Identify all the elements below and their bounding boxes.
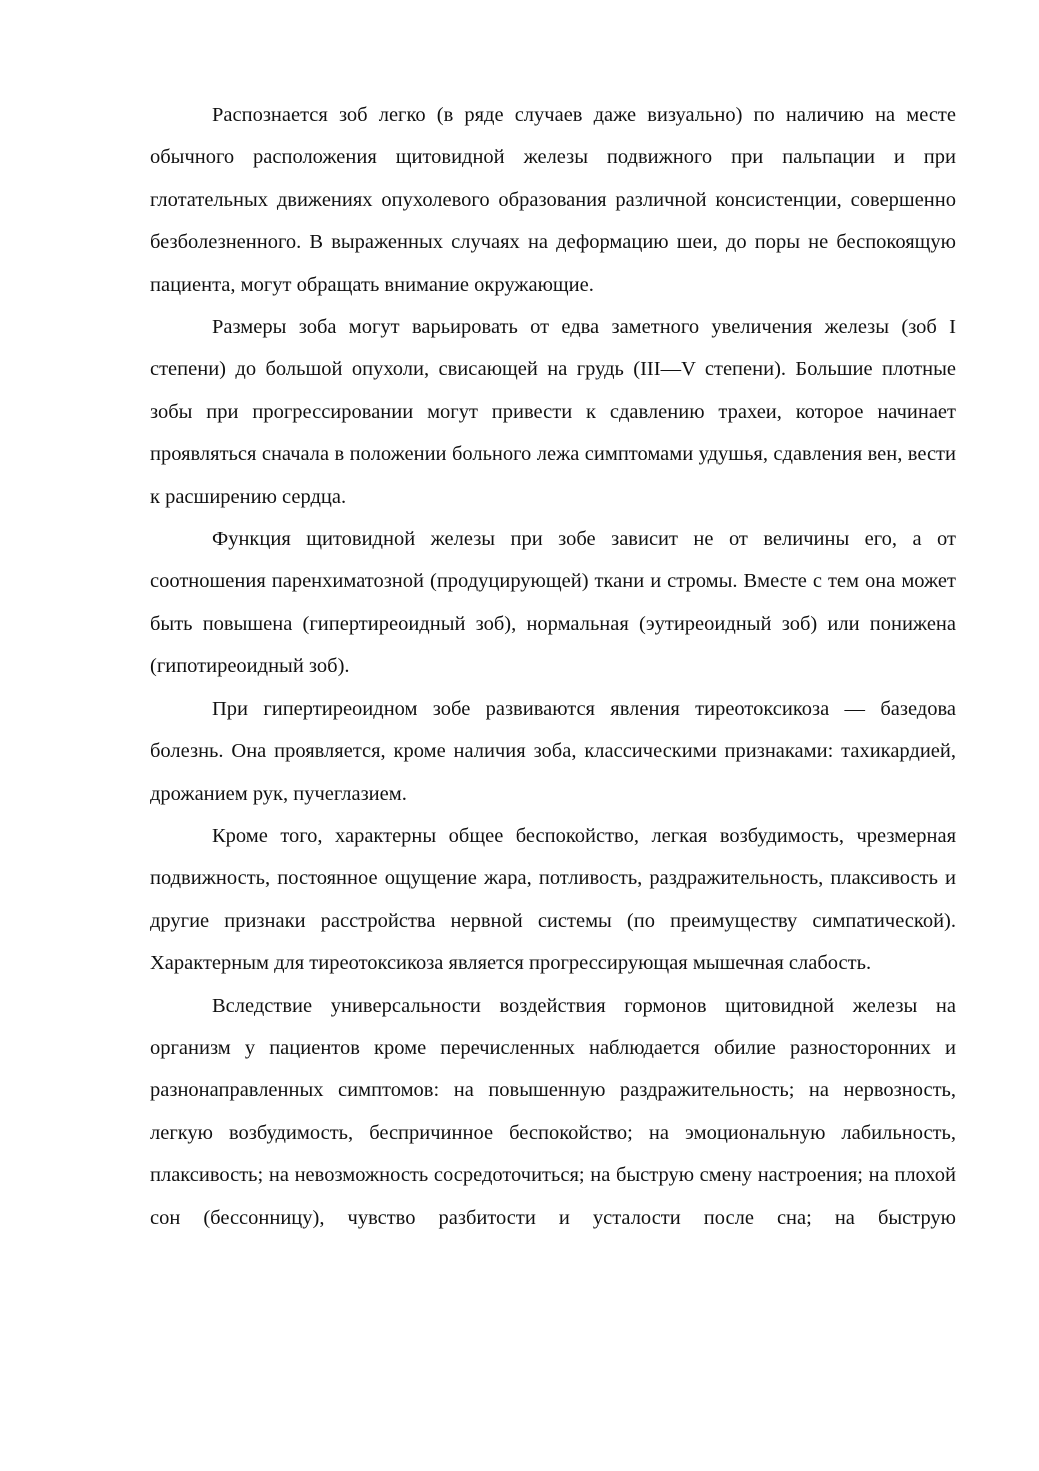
paragraph-hormone-effects: Вследствие универсальности воздействия гормонов щитовидной железы на организм у пациентов кроме перечисленных наблюдается обилие разносторонних и разнонаправленных симптомов: на повышенную раздражительность; на нервозность, легкую возбудимость, беспричинное беспокойство; на эмоциональную лабильность, плаксивость; на невозможность сосредоточиться; на быструю смену настроения; на плохой сон (бессонницу), чувство разбитости и усталости после сна; на быструю [150, 994, 956, 1229]
paragraph-hyperthyroid-goiter: При гипертиреоидном зобе развиваются явления тиреотоксикоза — базедова болезнь. Она проявляется, кроме наличия зоба, классическими признаками: тахикардией, дрожанием рук, пучеглазием. [150, 697, 956, 805]
paragraph-goiter-size: Размеры зоба могут варьировать от едва заметного увеличения железы (зоб I степени) до большой опухоли, свисающей на грудь (III—V степени). Большие плотные зобы при прогрессировании могут привести к сдавлению трахеи, которое начинает проявляться сначала в положении больного лежа симптомами удушья, сдавления вен, вести к расширению сердца. [150, 316, 956, 508]
paragraph-thyroid-function: Функция щитовидной железы при зобе зависит не от величины его, а от соотношения паренхиматозной (продуцирующей) ткани и стромы. Вместе с тем она может быть повышена (гипертиреоидный зоб), нормальная (эутиреоидный зоб) или понижена (гипотиреоидный зоб). [150, 528, 956, 678]
document-page [150, 94, 956, 1239]
paragraph-goiter-diagnosis: Распознается зоб легко (в ряде случаев даже визуально) по наличию на месте обычного расположения щитовидной железы подвижного при пальпации и при глотательных движениях опухолевого образования различной консистенции, совершенно безболезненного. В выраженных случаях на деформацию шеи, до поры не беспокоящую пациента, могут обращать внимание окружающие. [150, 104, 956, 296]
paragraph-nervous-symptoms: Кроме того, характерны общее беспокойство, легкая возбудимость, чрезмерная подвижность, постоянное ощущение жара, потливость, раздражительность, плаксивость и другие признаки расстройства нервной системы (по преимуществу симпатической). Характерным для тиреотоксикоза является прогрессирующая мышечная слабость. [150, 824, 956, 975]
